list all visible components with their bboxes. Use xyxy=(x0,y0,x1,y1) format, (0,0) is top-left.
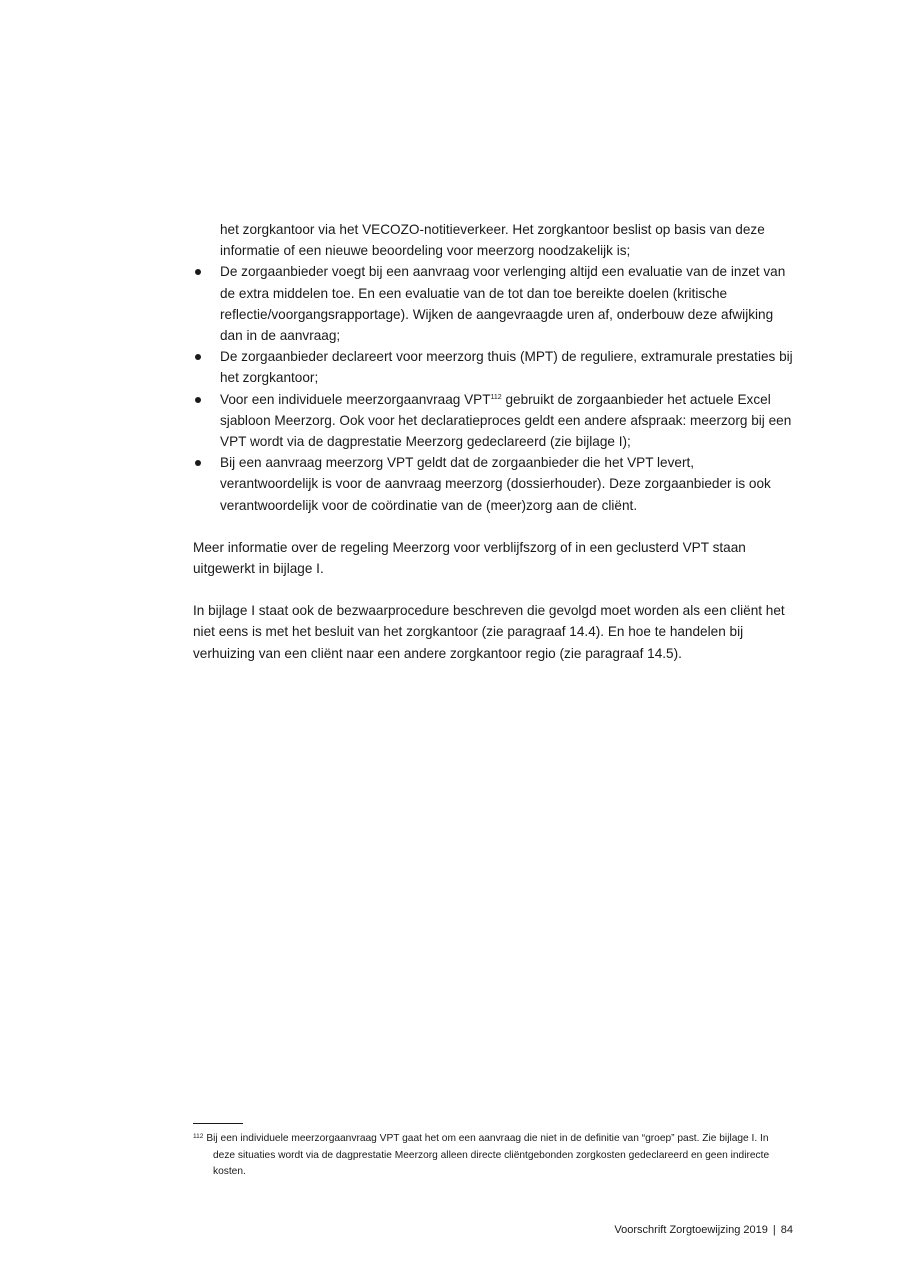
list-item xyxy=(193,452,793,516)
page-number: 84 xyxy=(780,1224,793,1236)
list-item-text: Bij een aanvraag meerzorg VPT geldt dat de zorgaanbieder die het VPT levert, verantwoordelijk is voor de aanvraag meerzorg (dossierhouder). Deze zorgaanbieder is ook verantwoordelijk voor de coördinatie van de (meer)zorg aan de cliënt. xyxy=(220,455,771,513)
footnote-number: 112 xyxy=(193,1133,204,1140)
list-item xyxy=(193,346,793,388)
document-title: Voorschrift Zorgtoewijzing 2019 xyxy=(614,1224,768,1236)
list-item-text: De zorgaanbieder declareert voor meerzorg thuis (MPT) de reguliere, extramurale prestaties bij het zorgkantoor; xyxy=(220,349,793,386)
footnote xyxy=(193,1131,783,1181)
bullet-icon xyxy=(195,269,201,275)
list-item-text: De zorgaanbieder voegt bij een aanvraag voor verlenging altijd een evaluatie van de inzet van de extra middelen toe. En een evaluatie van de tot dan toe bereikte doelen (kritische reflectie/voorgangsrapportage). Wijken de aangevraagde uren af, onderbouw deze afwijking dan in de aanvraag; xyxy=(220,264,786,344)
main-content xyxy=(193,219,793,664)
list-continuation-text: het zorgkantoor via het VECOZO-notitieverkeer. Het zorgkantoor beslist op basis van deze informatie of een nieuwe beoordeling voor meerzorg noodzakelijk is; xyxy=(220,222,765,259)
bullet-icon xyxy=(195,354,201,360)
bullet-list xyxy=(193,261,793,515)
list-item xyxy=(193,261,793,346)
paragraph-more-info: Meer informatie over de regeling Meerzorg voor verblijfszorg of in een geclusterd VPT staan uitgewerkt in bijlage I. xyxy=(193,539,746,577)
footnote-text: Bij een individuele meerzorgaanvraag VPT gaat het om een aanvraag die niet in de definitie van “groep” past. Zie bijlage I. In deze situaties wordt via de dagprestatie Meerzorg alleen directe cliëntgebonden zorgkosten gedeclareerd en geen indirecte kosten. xyxy=(206,1133,770,1177)
footnote-reference[interactable]: 112 xyxy=(490,393,502,401)
footnote-divider xyxy=(193,1123,243,1124)
bullet-icon xyxy=(195,460,201,466)
footer-separator: | xyxy=(772,1224,776,1236)
bullet-icon xyxy=(195,397,201,403)
page-footer xyxy=(614,1222,793,1238)
list-item-text: Voor een individuele meerzorgaanvraag VPT xyxy=(220,391,491,407)
footnote-text-block xyxy=(193,1131,783,1181)
list-item-text: gebruikt de zorgaanbieder het actuele Excel sjabloon Meerzorg. Ook voor het declaratieproces geldt een andere afspraak: meerzorg bij een VPT wordt via de dagprestatie Meerzorg gedeclareerd (zie bijlage I); xyxy=(220,391,792,450)
paragraph-objection-procedure: In bijlage I staat ook de bezwaarprocedure beschreven die gevolgd moet worden als een cliënt het niet eens is met het besluit van het zorgkantoor (zie paragraaf 14.4). En hoe te handelen bij verhuizing van een cliënt naar een andere zorgkantoor regio (zie paragraaf 14.5). xyxy=(193,603,785,661)
list-item xyxy=(193,389,793,453)
